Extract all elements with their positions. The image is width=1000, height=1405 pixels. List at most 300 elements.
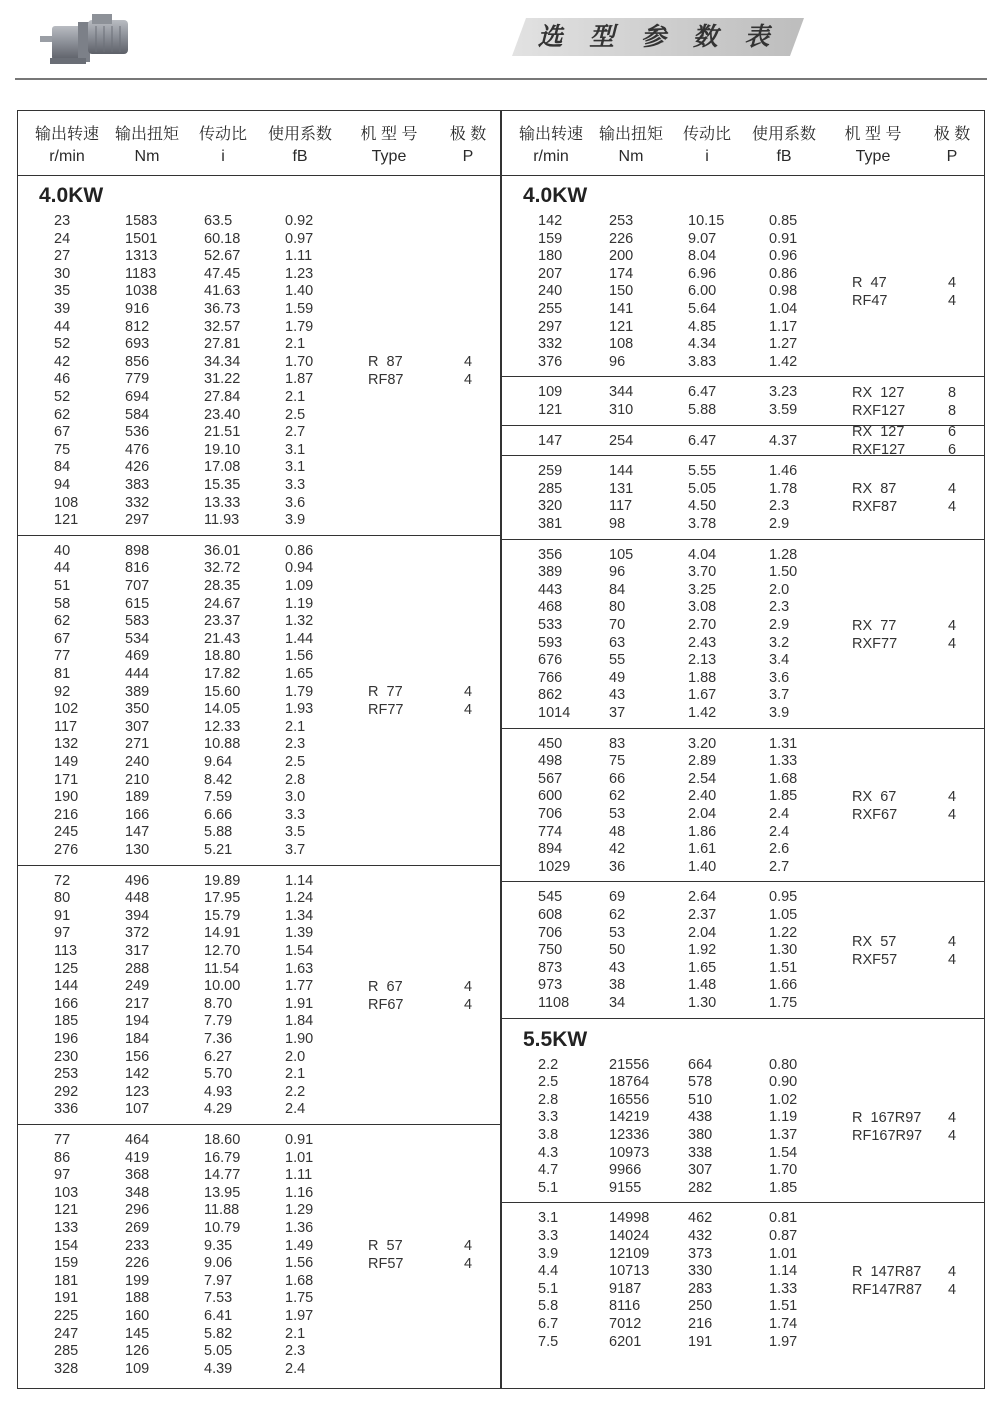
- cell-sf: 3.0: [285, 789, 306, 806]
- cell-ratio: 3.08: [688, 599, 717, 616]
- cell-rpm: 297: [538, 318, 563, 335]
- model-type: RX 87: [852, 481, 897, 498]
- cell-sf: 3.4: [769, 652, 790, 669]
- pole-count: 6: [948, 424, 957, 441]
- cell-torque: 383: [125, 477, 150, 493]
- cell-sf: 2.1: [285, 718, 306, 735]
- cell-sf: 0.80: [769, 1056, 798, 1073]
- cell-rpm: 154: [54, 1237, 79, 1254]
- model-type: RX 57: [852, 933, 897, 950]
- cell-ratio: 15.35: [204, 477, 241, 493]
- column-unit-torque: Nm: [618, 148, 644, 165]
- table-row: [18, 213, 500, 231]
- table-row: [18, 1343, 500, 1361]
- cell-ratio: 373: [688, 1245, 713, 1262]
- cell-rpm: 91: [54, 907, 71, 924]
- table-row: [18, 283, 500, 301]
- cell-sf: 1.33: [769, 753, 798, 770]
- cell-ratio: 1.48: [688, 977, 717, 994]
- table-row: [502, 736, 984, 754]
- cell-rpm: 320: [538, 498, 563, 515]
- pole-count: 4: [948, 275, 957, 292]
- cell-ratio: 2.89: [688, 753, 717, 770]
- cell-torque: 130: [125, 841, 150, 858]
- pole-count: 4: [464, 702, 473, 719]
- cell-ratio: 27.84: [204, 389, 241, 405]
- cell-torque: 37: [609, 704, 626, 721]
- cell-ratio: 250: [688, 1298, 713, 1315]
- model-type: R 77: [368, 684, 403, 701]
- cell-torque: 9966: [609, 1162, 642, 1179]
- cell-torque: 50: [609, 942, 626, 959]
- table-row: [502, 547, 984, 565]
- pole-count: 4: [464, 372, 473, 389]
- cell-rpm: 894: [538, 841, 563, 858]
- right-group-7: [502, 1019, 984, 1204]
- cell-sf: 1.19: [285, 595, 314, 612]
- cell-rpm: 62: [54, 406, 71, 423]
- cell-ratio: 17.95: [204, 890, 241, 907]
- pole-count: 8: [948, 384, 957, 401]
- cell-sf: 1.77: [285, 978, 314, 995]
- cell-ratio: 664: [688, 1056, 713, 1073]
- cell-sf: 2.9: [769, 616, 790, 633]
- cell-rpm: 255: [538, 301, 563, 317]
- cell-sf: 1.16: [285, 1184, 314, 1201]
- column-unit-rpm: r/min: [533, 148, 569, 165]
- model-type-flange: RXF127: [852, 442, 906, 459]
- cell-torque: 96: [609, 353, 626, 370]
- model-type-flange: RF77: [368, 702, 404, 719]
- cell-ratio: 3.20: [688, 735, 717, 752]
- cell-torque: 121: [609, 318, 634, 335]
- cell-sf: 2.9: [769, 515, 790, 532]
- cell-ratio: 9.06: [204, 1255, 233, 1272]
- pole-count: 4: [948, 1109, 957, 1126]
- cell-rpm: 51: [54, 577, 71, 594]
- cell-sf: 1.37: [769, 1126, 798, 1143]
- table-row: [18, 701, 500, 719]
- table-row: [502, 859, 984, 877]
- cell-rpm: 216: [54, 806, 79, 823]
- cell-sf: 3.2: [769, 634, 790, 651]
- table-row: [502, 806, 984, 824]
- table-row: [18, 684, 500, 702]
- table-row: [18, 943, 500, 961]
- table-row: [502, 319, 984, 337]
- cell-sf: 0.87: [769, 1227, 798, 1244]
- cell-rpm: 40: [54, 542, 71, 559]
- cell-torque: 49: [609, 669, 626, 686]
- cell-torque: 12336: [609, 1126, 650, 1143]
- table-row: [18, 596, 500, 614]
- right-group-0: [502, 175, 984, 377]
- cell-torque: 317: [125, 942, 150, 959]
- cell-torque: 18764: [609, 1074, 650, 1091]
- cell-sf: 2.6: [769, 841, 790, 858]
- table-row: [502, 213, 984, 231]
- pole-count: 4: [948, 933, 957, 950]
- cell-sf: 0.92: [285, 213, 314, 229]
- cell-ratio: 5.55: [688, 463, 717, 480]
- cell-sf: 2.7: [285, 424, 306, 441]
- cell-rpm: 240: [538, 283, 563, 300]
- cell-ratio: 9.35: [204, 1237, 233, 1254]
- cell-rpm: 75: [54, 441, 71, 458]
- cell-rpm: 132: [54, 736, 79, 753]
- table-row: [502, 231, 984, 249]
- table-row: [502, 889, 984, 907]
- cell-sf: 1.54: [769, 1144, 798, 1161]
- cell-torque: 141: [609, 301, 634, 317]
- cell-sf: 0.94: [285, 560, 314, 577]
- cell-ratio: 11.93: [204, 512, 240, 529]
- cell-sf: 1.51: [769, 959, 798, 976]
- pole-count: 6: [948, 442, 957, 459]
- cell-torque: 166: [125, 806, 150, 823]
- cell-sf: 0.81: [769, 1210, 798, 1227]
- cell-ratio: 1.40: [688, 858, 717, 875]
- cell-rpm: 276: [54, 841, 79, 858]
- cell-torque: 83: [609, 735, 626, 752]
- pole-count: 4: [464, 996, 473, 1013]
- table-row: [18, 512, 500, 530]
- cell-ratio: 4.34: [688, 336, 717, 353]
- cell-ratio: 8.42: [204, 771, 233, 788]
- cell-rpm: 873: [538, 959, 563, 976]
- table-row: [502, 670, 984, 688]
- table-row: [18, 543, 500, 561]
- cell-ratio: 5.82: [204, 1325, 233, 1342]
- cell-ratio: 4.50: [688, 498, 717, 515]
- table-row: [18, 1273, 500, 1291]
- cell-rpm: 498: [538, 753, 563, 770]
- cell-torque: 10973: [609, 1144, 650, 1161]
- cell-rpm: 62: [54, 613, 71, 630]
- cell-ratio: 10.00: [204, 978, 241, 995]
- cell-ratio: 19.10: [204, 441, 241, 458]
- cell-torque: 332: [125, 494, 150, 511]
- table-row: [18, 1049, 500, 1067]
- power-rating: 5.5KW: [523, 1027, 588, 1051]
- table-row: [502, 516, 984, 534]
- table-row: [18, 1150, 500, 1168]
- cell-rpm: 533: [538, 616, 563, 633]
- cell-torque: 194: [125, 1013, 150, 1030]
- cell-rpm: 381: [538, 515, 563, 532]
- cell-sf: 2.7: [769, 858, 790, 875]
- cell-sf: 1.93: [285, 701, 314, 718]
- gear-motor-icon: [38, 8, 133, 66]
- left-table-header: [18, 111, 500, 176]
- cell-ratio: 5.05: [204, 1343, 233, 1360]
- table-row: [18, 996, 500, 1014]
- cell-rpm: 191: [54, 1290, 79, 1307]
- cell-sf: 1.36: [285, 1220, 314, 1236]
- cell-rpm: 113: [54, 942, 78, 959]
- cell-ratio: 6.96: [688, 265, 717, 282]
- cell-ratio: 1.92: [688, 942, 717, 959]
- table-row: [502, 1180, 984, 1198]
- cell-ratio: 9.07: [688, 230, 717, 247]
- cell-torque: 188: [125, 1290, 150, 1307]
- cell-rpm: 121: [54, 1202, 79, 1219]
- table-row: [502, 354, 984, 372]
- cell-rpm: 774: [538, 823, 563, 840]
- cell-sf: 2.3: [769, 498, 790, 515]
- cell-ratio: 5.64: [688, 301, 717, 317]
- model-type-flange: RF47: [852, 293, 888, 310]
- cell-ratio: 5.88: [204, 824, 233, 841]
- model-type: R 147R87: [852, 1263, 922, 1280]
- cell-torque: 48: [609, 823, 626, 840]
- table-row: [502, 433, 984, 451]
- column-header-sf: 使用系数: [751, 126, 816, 143]
- cell-torque: 80: [609, 599, 626, 616]
- pole-count: 4: [948, 1263, 957, 1280]
- table-row: [502, 266, 984, 284]
- table-row: [502, 617, 984, 635]
- cell-rpm: 44: [54, 318, 71, 335]
- table-row: [18, 354, 500, 372]
- cell-ratio: 32.72: [204, 560, 241, 577]
- column-unit-ratio: i: [221, 148, 225, 165]
- right-table: [501, 110, 985, 1389]
- cell-rpm: 77: [54, 648, 71, 665]
- cell-torque: 694: [125, 389, 150, 405]
- cell-torque: 210: [125, 771, 150, 788]
- column-header-ratio: 传动比: [198, 126, 247, 143]
- cell-sf: 0.86: [285, 542, 314, 559]
- table-row: [502, 564, 984, 582]
- cell-torque: 348: [125, 1184, 150, 1201]
- table-row: [18, 495, 500, 513]
- pole-count: 4: [464, 354, 473, 371]
- cell-sf: 1.30: [769, 942, 798, 959]
- cell-sf: 0.98: [769, 283, 798, 300]
- cell-ratio: 18.80: [204, 648, 241, 665]
- left-group-2: [18, 866, 500, 1125]
- column-unit-sf: fB: [776, 148, 792, 165]
- table-row: [18, 266, 500, 284]
- cell-ratio: 8.04: [688, 248, 717, 265]
- cell-ratio: 2.04: [688, 924, 717, 941]
- cell-rpm: 180: [538, 248, 563, 265]
- cell-ratio: 5.88: [688, 401, 717, 418]
- cell-rpm: 181: [54, 1272, 79, 1289]
- cell-torque: 10713: [609, 1263, 650, 1280]
- cell-rpm: 259: [538, 463, 563, 480]
- cell-sf: 0.97: [285, 230, 314, 247]
- model-type: R 47: [852, 275, 887, 292]
- cell-rpm: 44: [54, 560, 71, 577]
- table-row: [18, 1308, 500, 1326]
- cell-torque: 389: [125, 683, 150, 700]
- cell-torque: 464: [125, 1132, 150, 1148]
- cell-torque: 144: [609, 463, 634, 480]
- cell-rpm: 5.1: [538, 1179, 559, 1196]
- cell-ratio: 2.64: [688, 889, 717, 906]
- model-type-flange: RXF87: [852, 499, 898, 516]
- cell-torque: 199: [125, 1272, 150, 1289]
- cell-rpm: 94: [54, 477, 71, 493]
- cell-rpm: 84: [54, 459, 71, 476]
- cell-sf: 2.4: [285, 1101, 306, 1118]
- cell-torque: 150: [609, 283, 634, 300]
- cell-ratio: 63.5: [204, 213, 233, 229]
- cell-torque: 307: [125, 718, 150, 735]
- cell-rpm: 149: [54, 753, 79, 770]
- cell-rpm: 67: [54, 424, 71, 441]
- cell-rpm: 600: [538, 788, 563, 805]
- table-row: [18, 1031, 500, 1049]
- table-row: [502, 1316, 984, 1334]
- table-row: [502, 977, 984, 995]
- cell-torque: 14219: [609, 1109, 650, 1126]
- cell-torque: 536: [125, 424, 150, 441]
- table-row: [18, 459, 500, 477]
- model-type: R 167R97: [852, 1109, 922, 1126]
- cell-sf: 1.22: [769, 924, 798, 941]
- table-row: [18, 578, 500, 596]
- cell-sf: 3.59: [769, 401, 798, 418]
- cell-torque: 200: [609, 248, 634, 265]
- model-type: R 57: [368, 1238, 403, 1255]
- pole-count: 4: [948, 481, 957, 498]
- cell-rpm: 328: [54, 1360, 79, 1377]
- cell-sf: 1.97: [769, 1333, 798, 1350]
- cell-torque: 14024: [609, 1227, 650, 1244]
- cell-sf: 1.42: [769, 353, 798, 370]
- cell-ratio: 2.40: [688, 788, 717, 805]
- table-row: [502, 1092, 984, 1110]
- table-row: [502, 301, 984, 319]
- table-row: [502, 384, 984, 402]
- cell-sf: 1.97: [285, 1308, 314, 1324]
- cell-torque: 109: [125, 1360, 150, 1377]
- cell-sf: 1.34: [285, 907, 314, 924]
- cell-torque: 615: [125, 595, 150, 612]
- cell-ratio: 1.86: [688, 823, 717, 840]
- model-type: RX 127: [852, 424, 905, 441]
- cell-ratio: 19.89: [204, 872, 241, 889]
- pole-count: 4: [948, 788, 957, 805]
- cell-sf: 2.3: [285, 1343, 306, 1360]
- cell-sf: 1.87: [285, 371, 314, 388]
- cell-sf: 1.75: [285, 1290, 314, 1307]
- pole-count: 4: [948, 499, 957, 516]
- cell-rpm: 80: [54, 890, 71, 907]
- cell-sf: 1.66: [769, 977, 798, 994]
- column-unit-rpm: r/min: [49, 148, 85, 165]
- cell-ratio: 14.77: [204, 1167, 241, 1184]
- cell-sf: 1.01: [769, 1245, 798, 1262]
- cell-rpm: 5.1: [538, 1280, 559, 1297]
- table-row: [18, 248, 500, 266]
- cell-sf: 1.56: [285, 648, 314, 665]
- cell-rpm: 147: [538, 432, 563, 449]
- cell-ratio: 2.04: [688, 805, 717, 822]
- cell-rpm: 72: [54, 872, 71, 889]
- cell-rpm: 443: [538, 581, 563, 598]
- cell-sf: 2.0: [769, 581, 790, 598]
- table-row: [18, 336, 500, 354]
- cell-sf: 1.79: [285, 683, 314, 700]
- cell-ratio: 1.61: [688, 841, 717, 858]
- cell-ratio: 21.51: [204, 424, 241, 441]
- cell-ratio: 1.67: [688, 687, 717, 704]
- pole-count: 4: [948, 293, 957, 310]
- cell-ratio: 28.35: [204, 577, 241, 594]
- cell-sf: 1.56: [285, 1255, 314, 1272]
- cell-ratio: 10.15: [688, 213, 725, 229]
- cell-ratio: 6.47: [688, 432, 717, 449]
- right-group-6: [502, 882, 984, 1018]
- table-row: [502, 705, 984, 723]
- cell-sf: 1.75: [769, 994, 798, 1011]
- cell-sf: 2.2: [285, 1083, 306, 1100]
- cell-sf: 1.23: [285, 265, 314, 282]
- cell-rpm: 81: [54, 665, 71, 682]
- cell-ratio: 31.22: [204, 371, 241, 388]
- cell-sf: 3.23: [769, 384, 798, 401]
- table-row: [502, 283, 984, 301]
- cell-torque: 350: [125, 701, 150, 718]
- cell-ratio: 8.70: [204, 995, 233, 1012]
- cell-sf: 1.50: [769, 564, 798, 581]
- cell-torque: 84: [609, 581, 626, 598]
- table-row: [18, 1066, 500, 1084]
- table-row: [502, 753, 984, 771]
- table-row: [502, 1210, 984, 1228]
- table-row: [18, 648, 500, 666]
- cell-sf: 1.05: [769, 906, 798, 923]
- cell-torque: 7012: [609, 1315, 642, 1332]
- column-header-sf: 使用系数: [267, 126, 332, 143]
- table-row: [18, 1013, 500, 1031]
- cell-rpm: 332: [538, 336, 563, 353]
- right-group-2: [502, 426, 984, 457]
- cell-torque: 142: [125, 1066, 150, 1083]
- cell-rpm: 285: [54, 1343, 79, 1360]
- pole-count: 4: [948, 951, 957, 968]
- cell-ratio: 7.79: [204, 1013, 233, 1030]
- table-row: [18, 1101, 500, 1119]
- cell-rpm: 3.3: [538, 1109, 559, 1126]
- cell-torque: 448: [125, 890, 150, 907]
- cell-torque: 249: [125, 978, 150, 995]
- cell-sf: 1.51: [769, 1298, 798, 1315]
- cell-rpm: 166: [54, 995, 79, 1012]
- cell-rpm: 356: [538, 546, 563, 563]
- cell-sf: 2.4: [285, 1360, 306, 1377]
- cell-torque: 1183: [125, 265, 157, 282]
- table-row: [502, 1074, 984, 1092]
- cell-torque: 310: [609, 401, 634, 418]
- model-type-flange: RXF77: [852, 635, 898, 652]
- page-header: [0, 0, 1000, 82]
- right-group-3: [502, 456, 984, 539]
- header-divider: [15, 78, 987, 80]
- cell-torque: 184: [125, 1030, 150, 1047]
- pole-count: 4: [948, 635, 957, 652]
- cell-rpm: 766: [538, 669, 563, 686]
- cell-sf: 1.01: [285, 1149, 314, 1166]
- cell-sf: 0.91: [285, 1132, 314, 1148]
- cell-ratio: 13.95: [204, 1184, 241, 1201]
- cell-sf: 3.9: [769, 704, 790, 721]
- cell-sf: 1.02: [769, 1091, 798, 1108]
